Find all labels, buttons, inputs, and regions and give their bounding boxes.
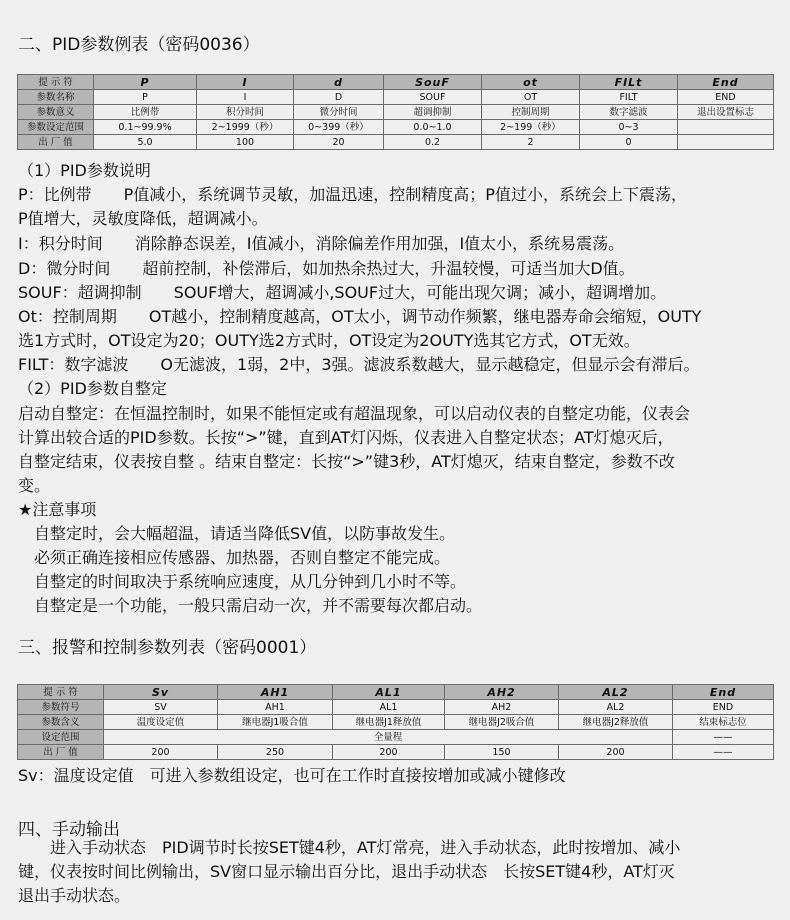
- table-cell: 150: [445, 745, 559, 760]
- table-cell: 比例带: [94, 105, 197, 120]
- text-line: FILT：数字滤波 O无滤波，1弱，2中，3强。滤波系数越大，显示越稳定，但显示会有滞后。: [18, 355, 700, 374]
- table-cell: 0~3: [580, 120, 678, 135]
- table-cell: AH2: [445, 700, 559, 715]
- table-cell: ——: [673, 745, 774, 760]
- text-line: 自整定时，会大幅超温，请适当降低SV值，以防事故发生。: [18, 524, 456, 543]
- table-cell: AL2: [559, 685, 673, 700]
- table-row: [18, 730, 774, 745]
- table-cell: P: [94, 90, 197, 105]
- table-row: [18, 105, 774, 120]
- table-cell: I: [197, 90, 294, 105]
- table-cell: 出 厂 值: [18, 745, 104, 760]
- table-cell: 退出设置标志: [678, 105, 774, 120]
- pid-parameter-table: [17, 74, 774, 150]
- table-cell: 250: [218, 745, 333, 760]
- text-line: 退出手动状态。: [18, 886, 131, 905]
- table-cell: 0: [580, 135, 678, 150]
- text-line: 启动自整定：在恒温控制时，如果不能恒定或有超温现象，可以启动仪表的自整定功能，仪表会: [18, 404, 691, 423]
- table-cell: AH2: [445, 685, 559, 700]
- table-cell: 200: [333, 745, 445, 760]
- text-line: SOUF：超调抑制 SOUF增大，超调减小,SOUF过大，可能出现欠调；减小，超调增加。: [18, 283, 667, 302]
- text-line: 必须正确连接相应传感器、加热器，否则自整定不能完成。: [18, 548, 451, 567]
- table-cell: 0~399（秒）: [294, 120, 384, 135]
- table-cell: [678, 135, 774, 150]
- table-cell: FILt: [580, 75, 678, 90]
- table-cell: 提 示 符: [18, 685, 104, 700]
- table-cell: AL1: [333, 685, 445, 700]
- table-cell: 继电器J1吸合值: [218, 715, 333, 730]
- table-cell: 继电器J2释放值: [559, 715, 673, 730]
- text-line: D：微分时间 超前控制，补偿滞后，如加热余热过大，升温较慢，可适当加大D值。: [18, 259, 635, 278]
- table-cell: FILT: [580, 90, 678, 105]
- table-cell: 继电器J2吸合值: [445, 715, 559, 730]
- table-cell: 设定范围: [18, 730, 104, 745]
- table-cell: 参数名称: [18, 90, 94, 105]
- table-cell: AH1: [218, 700, 333, 715]
- table-cell: 0.0~1.0: [384, 120, 482, 135]
- table-row: [18, 745, 774, 760]
- table-cell: OT: [482, 90, 580, 105]
- section4-title: 四、手动输出: [18, 820, 120, 840]
- text-line: （2）PID参数自整定: [18, 379, 167, 398]
- table-cell: 200: [104, 745, 218, 760]
- table-cell: 参数意义: [18, 105, 94, 120]
- table-cell: 0.1~99.9%: [94, 120, 197, 135]
- table-cell: 微分时间: [294, 105, 384, 120]
- table-row: [18, 90, 774, 105]
- table-cell: 超调抑制: [384, 105, 482, 120]
- table-cell: 200: [559, 745, 673, 760]
- table-cell: SV: [104, 700, 218, 715]
- table-cell: 参数含义: [18, 715, 104, 730]
- table-row: [18, 120, 774, 135]
- table-cell: Sv: [104, 685, 218, 700]
- table-cell: 继电器J1释放值: [333, 715, 445, 730]
- table-cell: 100: [197, 135, 294, 150]
- table-cell: [678, 120, 774, 135]
- table-cell: P: [94, 75, 197, 90]
- table-cell: 5.0: [94, 135, 197, 150]
- table-cell: 2: [482, 135, 580, 150]
- text-line: ★注意事项: [18, 500, 97, 519]
- table-cell: 提 示 符: [18, 75, 94, 90]
- table-cell: END: [678, 90, 774, 105]
- table-cell: 0.2: [384, 135, 482, 150]
- text-line: P：比例带 P值减小，系统调节灵敏，加温迅速，控制精度高；P值过小，系统会上下震荡，: [18, 185, 687, 204]
- text-line: 自整定的时间取决于系统响应速度，从几分钟到几小时不等。: [18, 572, 467, 591]
- table-cell: D: [294, 90, 384, 105]
- table-row: [18, 75, 774, 90]
- table-row: [18, 700, 774, 715]
- text-line: 变。: [18, 476, 51, 495]
- table-cell: 积分时间: [197, 105, 294, 120]
- table-cell: 2~199（秒）: [482, 120, 580, 135]
- text-line: （1）PID参数说明: [18, 161, 151, 180]
- text-line: 自整定是一个功能，一般只需启动一次，并不需要每次都启动。: [18, 596, 483, 615]
- table-cell: END: [673, 700, 774, 715]
- table-cell: 全量程: [104, 730, 673, 745]
- table-cell: 温度设定值: [104, 715, 218, 730]
- table-row: [18, 135, 774, 150]
- table-row: [18, 685, 774, 700]
- table-cell: d: [294, 75, 384, 90]
- text-line: 计算出较合适的PID参数。长按“>”键，直到AT灯闪烁，仪表进入自整定状态；AT灯熄灭后，: [18, 428, 674, 447]
- table-cell: 出 厂 值: [18, 135, 94, 150]
- table-cell: AL2: [559, 700, 673, 715]
- table-cell: End: [678, 75, 774, 90]
- table-cell: ——: [673, 730, 774, 745]
- table-cell: End: [673, 685, 774, 700]
- table-cell: 20: [294, 135, 384, 150]
- alarm-parameter-table: [17, 684, 774, 760]
- table-cell: 结束标志位: [673, 715, 774, 730]
- table-cell: 参数符号: [18, 700, 104, 715]
- text-line: 选1方式时，OT设定为20；OUTY选2方式时，OT设定为2OUTY选其它方式，OT无效。: [18, 331, 640, 350]
- text-line: 键，仪表按时间比例输出，SV窗口显示输出百分比，退出手动状态 长按SET键4秒，AT灯灭: [18, 862, 675, 881]
- section3-title: 三、报警和控制参数列表（密码0001）: [18, 638, 317, 658]
- table-row: [18, 715, 774, 730]
- table-cell: 参数设定范围: [18, 120, 94, 135]
- table-cell: ot: [482, 75, 580, 90]
- table-cell: SOUF: [384, 90, 482, 105]
- text-line: 进入手动状态 PID调节时长按SET键4秒，AT灯常亮，进入手动状态，此时按增加、减小: [18, 838, 681, 857]
- section2-title: 二、PID参数例表（密码0036）: [18, 35, 260, 55]
- table-cell: SouF: [384, 75, 482, 90]
- table-cell: 控制周期: [482, 105, 580, 120]
- table-cell: 2~1999（秒）: [197, 120, 294, 135]
- text-line: 自整定结束，仪表按自整 。结束自整定：长按“>”键3秒，AT灯熄灭，结束自整定，参数不改: [18, 452, 675, 471]
- table-cell: AL1: [333, 700, 445, 715]
- table-cell: 数字滤波: [580, 105, 678, 120]
- table-cell: AH1: [218, 685, 333, 700]
- table-cell: I: [197, 75, 294, 90]
- text-line: Ot：控制周期 OT越小，控制精度越高，OT太小，调节动作频繁，继电器寿命会缩短，OUTY: [18, 307, 702, 326]
- text-line: I：积分时间 消除静态误差，I值减小，消除偏差作用加强，I值太小，系统易震荡。: [18, 234, 625, 253]
- text-line: P值增大，灵敏度降低，超调减小。: [18, 209, 268, 228]
- sv-note: Sv：温度设定值 可进入参数组设定，也可在工作时直接按增加或减小键修改: [18, 766, 566, 785]
